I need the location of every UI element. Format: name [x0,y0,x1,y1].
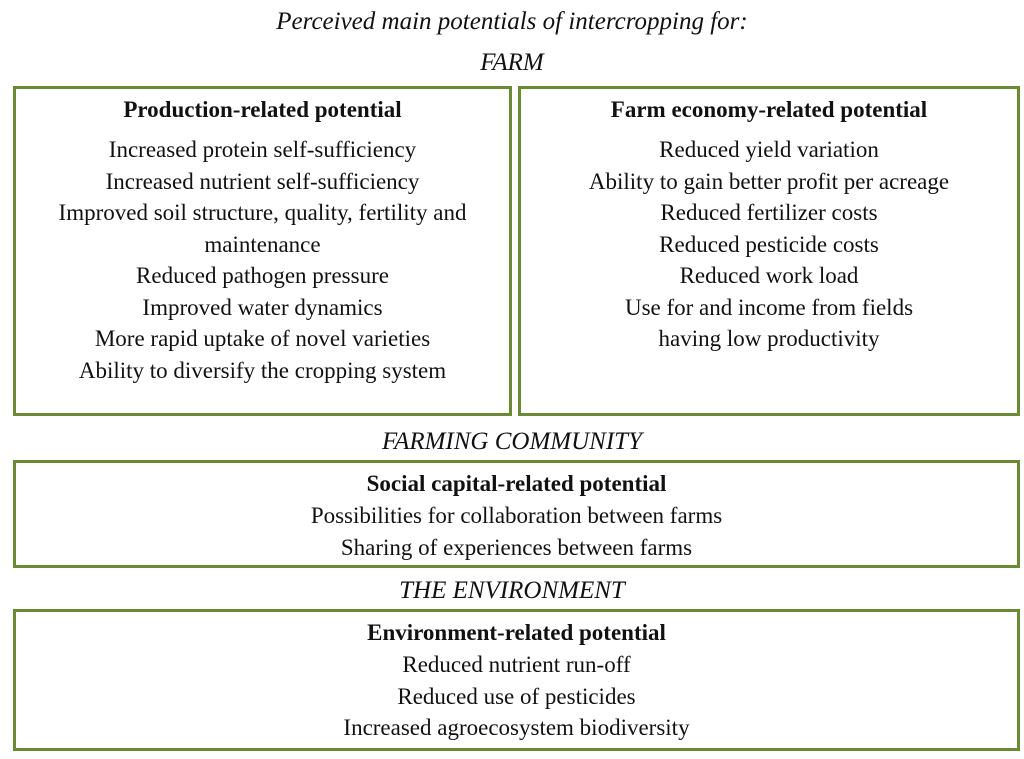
list-item: Reduced yield variation [659,137,879,162]
production-potential-box [13,86,512,416]
farm-economy-potential-list [521,134,1017,355]
list-item: Reduced use of pesticides [397,683,636,709]
list-item: Sharing of experiences between farms [340,534,693,560]
farm-economy-potential-box [518,86,1020,416]
list-item: Increased nutrient self-sufficiency [105,168,420,194]
list-item: More rapid uptake of novel varieties [94,326,431,351]
list-item: Increased protein self-sufficiency [108,137,417,162]
social-capital-potential-list [16,500,1017,563]
list-item: Reduced pesticide costs [659,231,879,257]
list-item: Ability to gain better profit per acreage [588,168,950,194]
production-potential-title: Production-related potential [123,97,402,122]
list-item: Ability to diversify the cropping system [78,357,447,383]
diagram-title: Perceived main potentials of intercropping for: [276,8,748,35]
social-capital-potential-title: Social capital-related potential [366,471,667,496]
list-item: Increased agroecosystem biodiversity [343,715,690,740]
list-item: Reduced pathogen pressure [136,263,389,288]
list-item: Reduced fertilizer costs [660,200,878,225]
social-capital-potential-box [13,460,1020,568]
list-item: Reduced nutrient run-off [402,652,631,677]
section-heading-environment: THE ENVIRONMENT [399,577,625,604]
list-item: Improved water dynamics [142,294,383,320]
list-item: Use for and income from fields having low productivity [624,294,914,351]
list-item: Possibilities for collaboration between farms [310,503,723,528]
section-heading-farming-community: FARMING COMMUNITY [382,428,642,455]
section-heading-farm: FARM [480,49,544,76]
list-item: Reduced work load [679,263,859,288]
environment-potential-title: Environment-related potential [367,620,666,645]
list-item: Improved soil structure, quality, fertility and maintenance [58,200,467,257]
environment-potential-box [13,609,1020,751]
production-potential-list [16,134,509,386]
farm-economy-potential-title: Farm economy-related potential [610,97,928,122]
environment-potential-list [16,649,1017,744]
